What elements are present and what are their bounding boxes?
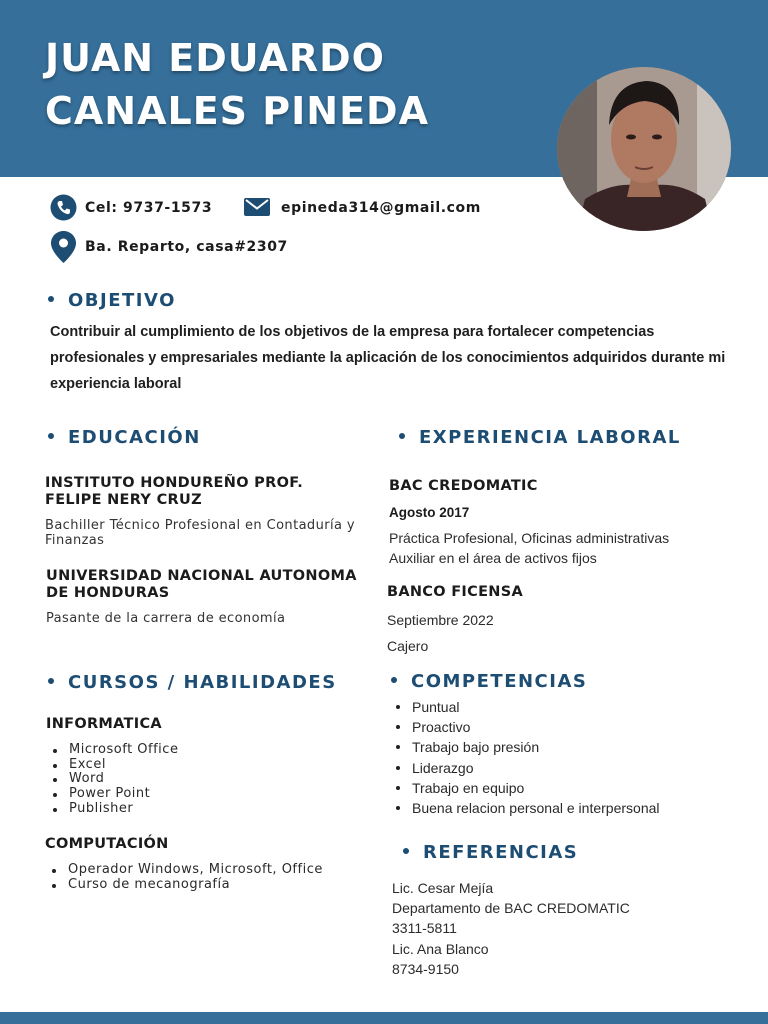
- list-item: Buena relacion personal e interpersonal: [389, 798, 660, 818]
- reference-line: 3311-5811: [392, 920, 457, 936]
- bullet-icon: [403, 848, 409, 854]
- section-title-experiencia: EXPERIENCIA LABORAL: [399, 427, 681, 448]
- job-company: BANCO FICENSA: [387, 584, 523, 600]
- list-item: Operador Windows, Microsoft, Office: [45, 863, 323, 878]
- section-title-referencias: REFERENCIAS: [403, 842, 578, 863]
- job-date: Septiembre 2022: [387, 612, 494, 628]
- profile-photo: [557, 67, 731, 231]
- job-description: Auxiliar en el área de activos fijos: [389, 550, 597, 566]
- full-name: [45, 32, 429, 138]
- list-item: Puntual: [389, 697, 660, 717]
- objective-text: Contribuir al cumplimiento de los objetivos de la empresa para fortalecer competencias profesionales y empresariales mediante la aplicación de los conocimientos adquiridos durante mi experiencia laboral: [50, 324, 726, 392]
- skills-list: [46, 743, 178, 817]
- footer-bar: [0, 1012, 768, 1024]
- mail-icon: [244, 198, 270, 216]
- job-company: BAC CREDOMATIC: [389, 478, 538, 494]
- reference-line: Lic. Ana Blanco: [392, 941, 489, 957]
- reference-line: 8734-9150: [392, 961, 459, 977]
- location-pin-icon: [51, 231, 76, 263]
- skills-group-heading: INFORMATICA: [46, 716, 162, 732]
- list-item: Excel: [46, 758, 178, 773]
- bullet-icon: [48, 678, 54, 684]
- job-description: Práctica Profesional, Oficinas administrativas: [389, 530, 670, 546]
- bullet-icon: [48, 433, 54, 439]
- reference-line: Departamento de BAC CREDOMATIC: [392, 900, 630, 916]
- list-item: Trabajo bajo presión: [389, 737, 660, 757]
- education-detail: Pasante de la carrera de economía: [46, 611, 286, 626]
- bullet-icon: [391, 677, 397, 683]
- phone-number: Cel: 9737-1573: [85, 200, 213, 216]
- name-line-1: JUAN EDUARDO: [45, 36, 385, 80]
- section-title-cursos: CURSOS / HABILIDADES: [48, 672, 337, 693]
- list-item: Proactivo: [389, 717, 660, 737]
- list-item: Liderazgo: [389, 758, 660, 778]
- address: Ba. Reparto, casa#2307: [85, 239, 288, 255]
- list-item: Curso de mecanografía: [45, 878, 323, 893]
- education-institution: UNIVERSIDAD NACIONAL AUTONOMA DE HONDURAS: [46, 568, 357, 601]
- skills-list: [45, 863, 323, 892]
- list-item: Power Point: [46, 787, 178, 802]
- bullet-icon: [399, 433, 405, 439]
- list-item: Trabajo en equipo: [389, 778, 660, 798]
- list-item: Microsoft Office: [46, 743, 178, 758]
- competencias-list: [389, 697, 660, 818]
- bullet-icon: [48, 296, 54, 302]
- education-institution: INSTITUTO HONDUREÑO PROF. FELIPE NERY CRUZ: [45, 475, 304, 508]
- education-detail: Bachiller Técnico Profesional en Contaduría y Finanzas: [45, 518, 355, 548]
- skills-group-heading: COMPUTACIÓN: [45, 836, 169, 852]
- job-date: Agosto 2017: [389, 505, 470, 520]
- reference-line: Lic. Cesar Mejía: [392, 880, 494, 896]
- section-title-objetivo: OBJETIVO: [48, 290, 176, 311]
- section-title-competencias: COMPETENCIAS: [391, 671, 587, 692]
- list-item: Publisher: [46, 802, 178, 817]
- email-address: epineda314@gmail.com: [281, 200, 481, 216]
- section-title-educacion: EDUCACIÓN: [48, 427, 201, 448]
- person-silhouette-icon: [557, 67, 731, 231]
- job-description: Cajero: [387, 638, 429, 654]
- name-line-2: CANALES PINEDA: [45, 89, 429, 133]
- list-item: Word: [46, 772, 178, 787]
- phone-icon: [50, 194, 77, 221]
